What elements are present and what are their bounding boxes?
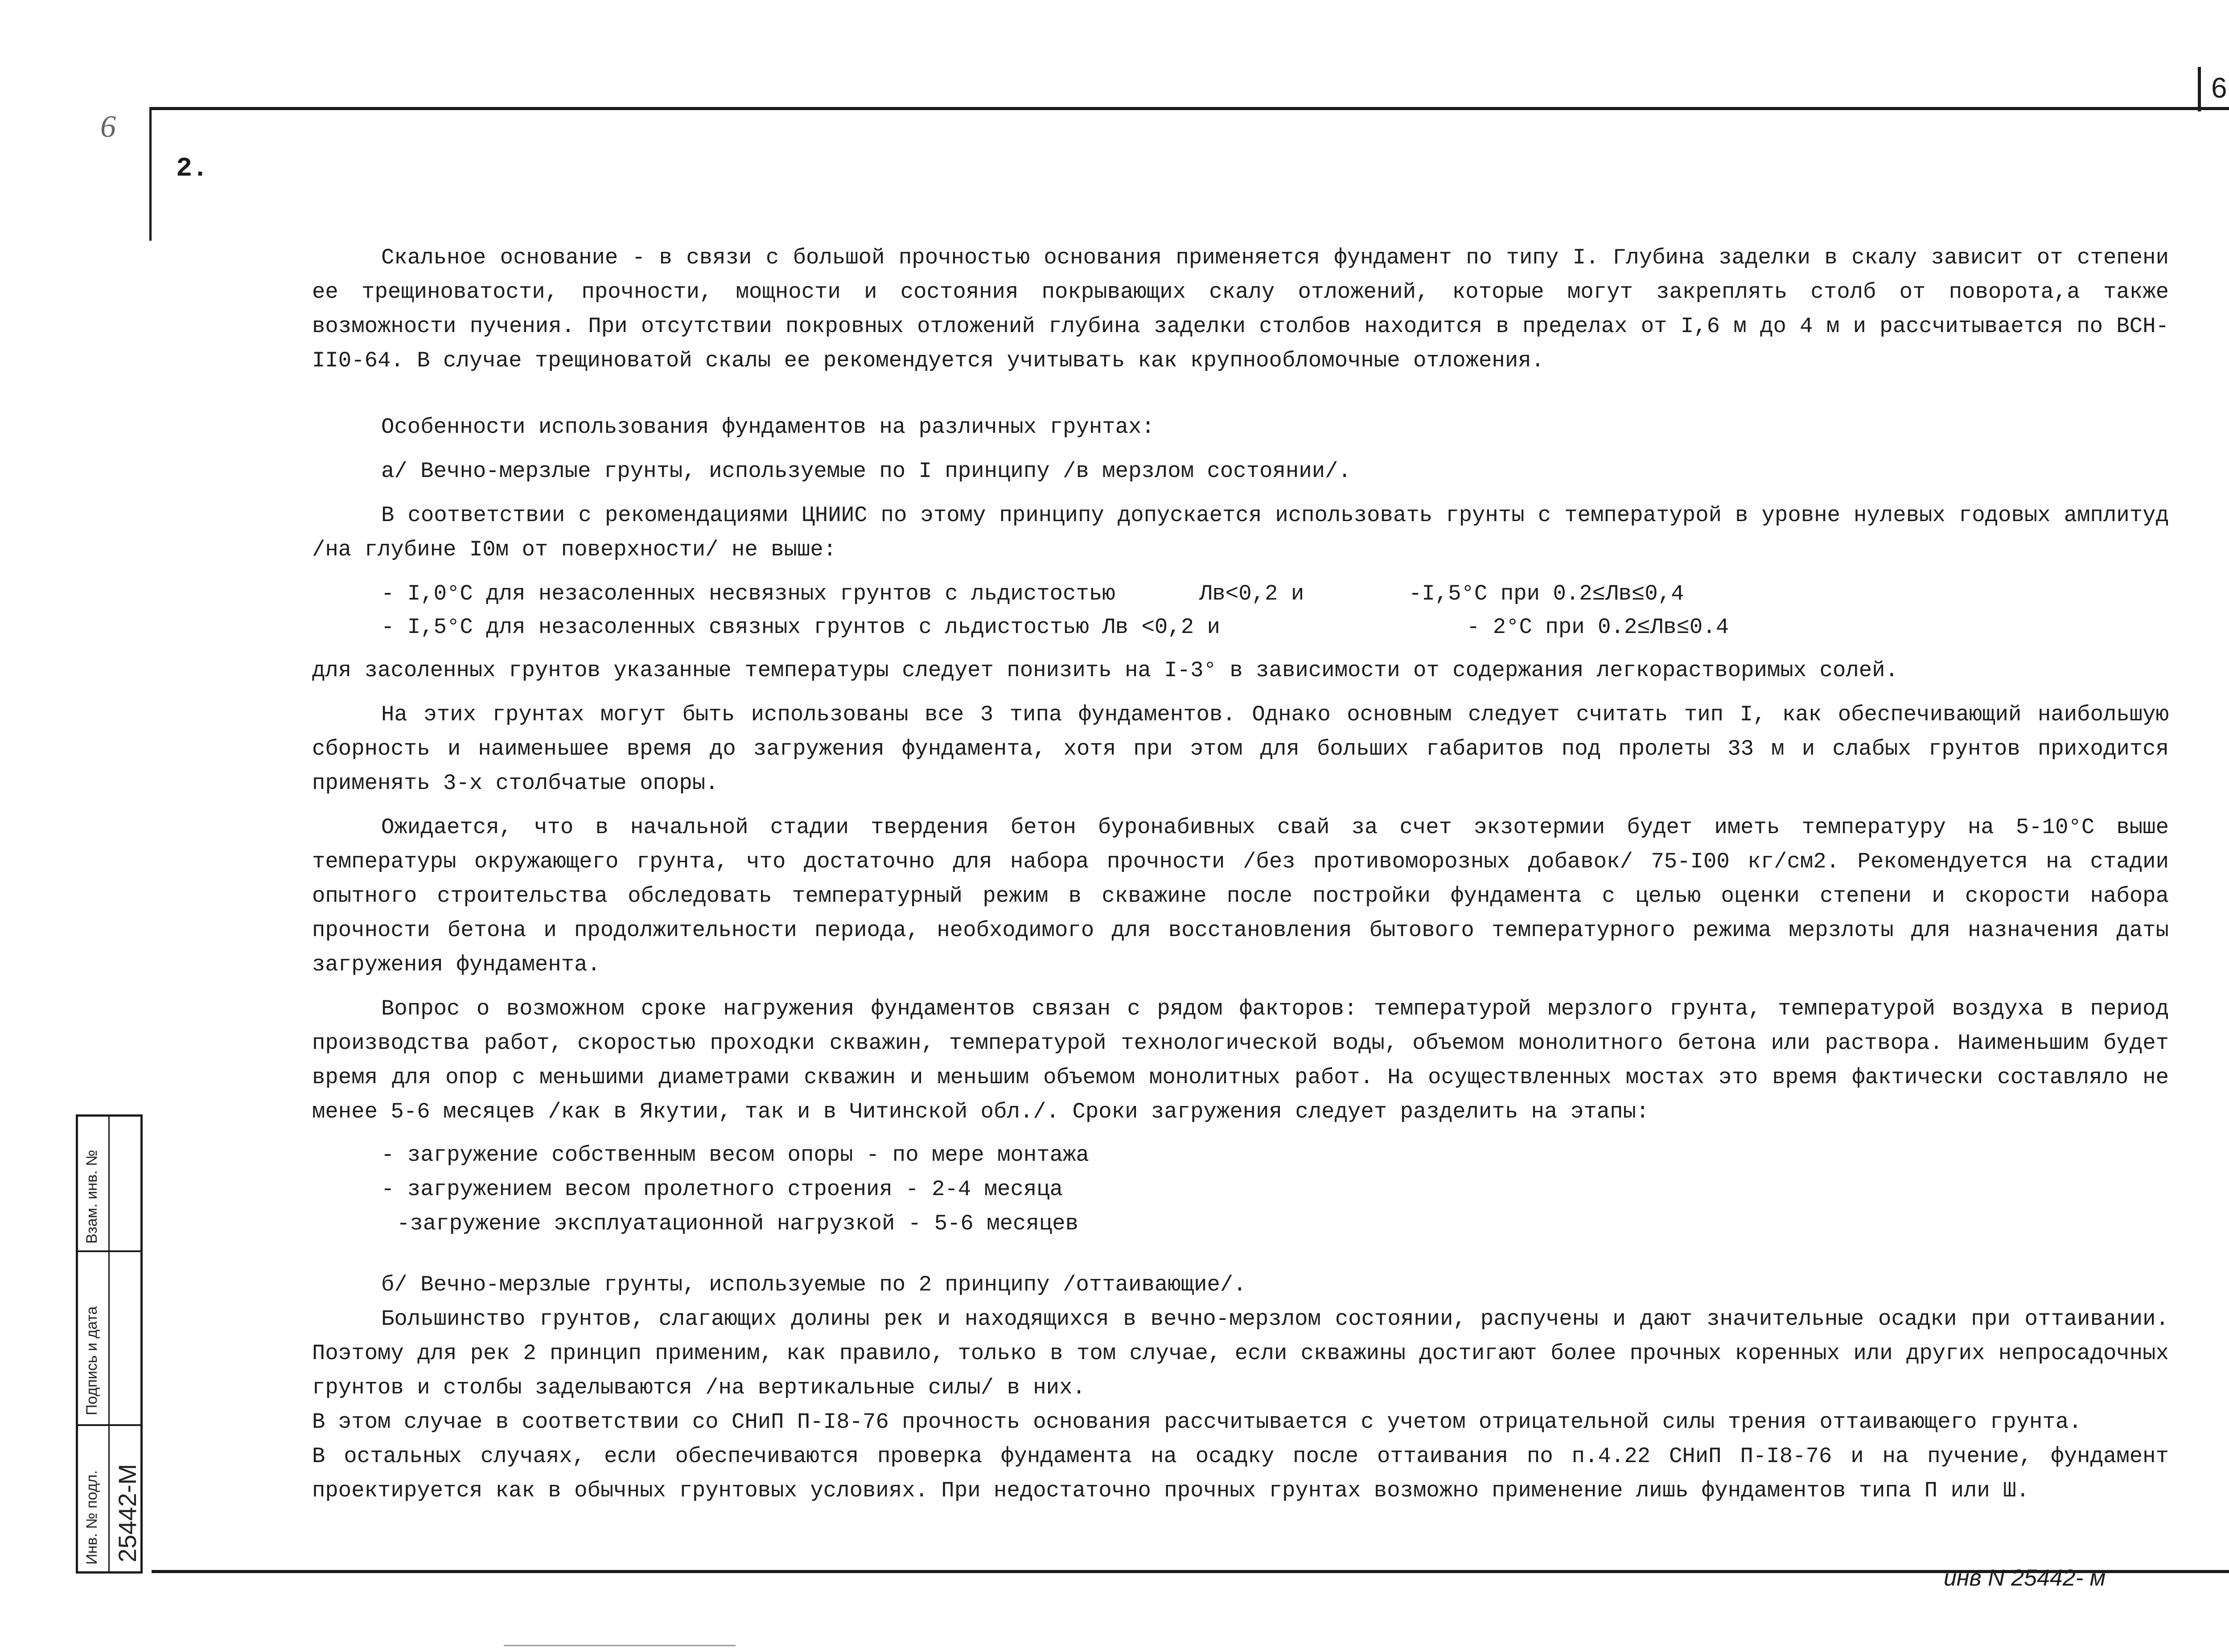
list-item: - загружением весом пролетного строения - 2-4 месяца bbox=[381, 1177, 1063, 1202]
page-marker: 2. bbox=[176, 154, 209, 184]
list-item: - загружение собственным весом опоры - по мере монтажа bbox=[381, 1142, 1089, 1167]
document-body bbox=[312, 241, 2169, 1508]
condition-1-iciness: Лв<0,2 и bbox=[1199, 581, 1304, 606]
paragraph-foundation-types: На этих грунтах могут быть использованы все 3 типа фундаментов. Однако основным следует считать тип I, как обеспечивающий наибольшую сборность и наименьшее время до загружения фундамента, хотя при этом для больших габаритов под пролеты 33 м и слабых грунтов приходится применять 3-х столбчатые опоры. bbox=[312, 702, 2169, 796]
subsection-b-heading: б/ Вечно-мерзлые грунты, используемые по 2 принципу /оттаивающие/. bbox=[381, 1272, 1246, 1297]
condition-2-range: - 2°С при 0.2≤Лв≤0.4 bbox=[1467, 615, 1729, 640]
stamp-label-replacement-inv: Взам. инв. № bbox=[83, 1150, 100, 1244]
paragraph-snip-friction: В этом случае в соответствии со СНиП П-I8-76 прочность основания рассчитывается с учетом отрицательной силы трения оттаивающего грунта. bbox=[312, 1410, 2082, 1434]
corner-handwritten-mark: 6 bbox=[100, 110, 116, 144]
paragraph-saline-soils: для засоленных грунтов указанные температуры следует понизить на I-3° в зависимости от содержания легкорастворимых солей. bbox=[312, 658, 1898, 683]
paragraph-rock-foundation: Скальное основание - в связи с большой прочностью основания применяется фундамент по типу I. Глубина заделки в скалу зависит от степени ее трещиноватости, прочности, мощности и состояния покрывающих скалу отложений, которые могут закреплять столб от поворота,а также возможности пучения. При отсутствии покровных отложений глубина заделки столбов находится в пределах от I,6 м до 4 м и рассчитывается по ВСН-II0-64. В случае трещиноватой скалы ее рекомендуется учитывать как крупнообломочные отложения. bbox=[312, 245, 2169, 373]
stamp-label-signature-date: Подпись и дата bbox=[83, 1306, 100, 1415]
condition-2-text: - I,5°С для незасоленных связных грунтов с льдистостью Лв <0,2 и bbox=[381, 615, 1220, 640]
inventory-stamp bbox=[76, 1114, 143, 1574]
scan-artifact-line bbox=[504, 1645, 736, 1646]
stamp-inventory-number: 25442-М bbox=[113, 1463, 141, 1562]
temperature-condition-1 bbox=[312, 577, 2169, 610]
stamp-row-divider bbox=[78, 1250, 140, 1252]
paragraph-cniis-recommendations: В соответствии с рекомендациями ЦНИИС по этому принципу допускается использовать грунты с температурой в уровне нулевых годовых амплитуд /на глубине I0м от поверхности/ не выше: bbox=[312, 503, 2169, 562]
sheet-number: 6 bbox=[2211, 72, 2227, 104]
paragraph-other-cases: В остальных случаях, если обеспечиваются проверка фундамента на осадку после оттаивания по п.4.22 СНиП П-I8-76 и на пучение, фундамент проектируется как в обычных грунтовых условиях. При недостаточно прочных грунтах возможно применение лишь фундаментов типа П или Ш. bbox=[312, 1444, 2169, 1503]
paragraph-exothermy: Ожидается, что в начальной стадии твердения бетон буронабивных свай за счет экзотермии будет иметь температуру на 5-10°С выше температуры окружающего грунта, что достаточно для набора прочности /без противоморозных добавок/ 75-I00 кг/см2. Рекомендуется на стадии опытного строительства обследовать температурный режим в скважине после постройки фундамента с целью оценки степени и скорости набора прочности бетона и продолжительности периода, необходимого для восстановления бытового температурного режима мерзлоты для назначения даты загружения фундамента. bbox=[312, 815, 2169, 977]
condition-1-range: -I,5°С при 0.2≤Лв≤0,4 bbox=[1409, 581, 1684, 606]
paragraph-thawing-soils: Большинство грунтов, слагающих долины рек и находящихся в вечно-мерзлом состоянии, распучены и дают значительные осадки при оттаивании. Поэтому для рек 2 принцип применим, как правило, только в том случае, если скважины достигают более прочных коренных или других непросадочных грунтов и столбы заделываются /на вертикальные силы/ в них. bbox=[312, 1307, 2169, 1400]
stamp-row-divider bbox=[78, 1424, 140, 1426]
frame-left-segment bbox=[149, 107, 152, 241]
list-item: -загружение эксплуатационной нагрузкой - 5-6 месяцев bbox=[397, 1211, 1079, 1236]
stamp-label-original-inv: Инв. № подл. bbox=[83, 1470, 100, 1565]
loading-stages-list bbox=[312, 1138, 2169, 1241]
subsection-a-heading: а/ Вечно-мерзлые грунты, используемые по I принципу /в мерзлом состоянии/. bbox=[381, 459, 1351, 484]
paragraph-loading-timing: Вопрос о возможном сроке нагружения фундаментов связан с рядом факторов: температурой мерзлого грунта, температурой воздуха в период производства работ, скоростью проходки скважин, температурой технологической воды, объемом монолитного бетона или раствора. Наименьшим будет время для опор с меньшими диаметрами скважин и меньшим объемом монолитных работ. На осуществленных мостах это время фактически составляло не менее 5-6 месяцев /как в Якутии, так и в Читинской обл./. Сроки загружения следует разделить на этапы: bbox=[312, 996, 2169, 1124]
condition-1-text: - I,0°С для незасоленных несвязных грунтов с льдистостью bbox=[381, 581, 1115, 606]
section-heading-features: Особенности использования фундаментов на различных грунтах: bbox=[381, 415, 1155, 440]
temperature-condition-2 bbox=[312, 610, 2169, 644]
bottom-inventory-note: инв N 25442- м bbox=[1944, 1565, 2106, 1591]
